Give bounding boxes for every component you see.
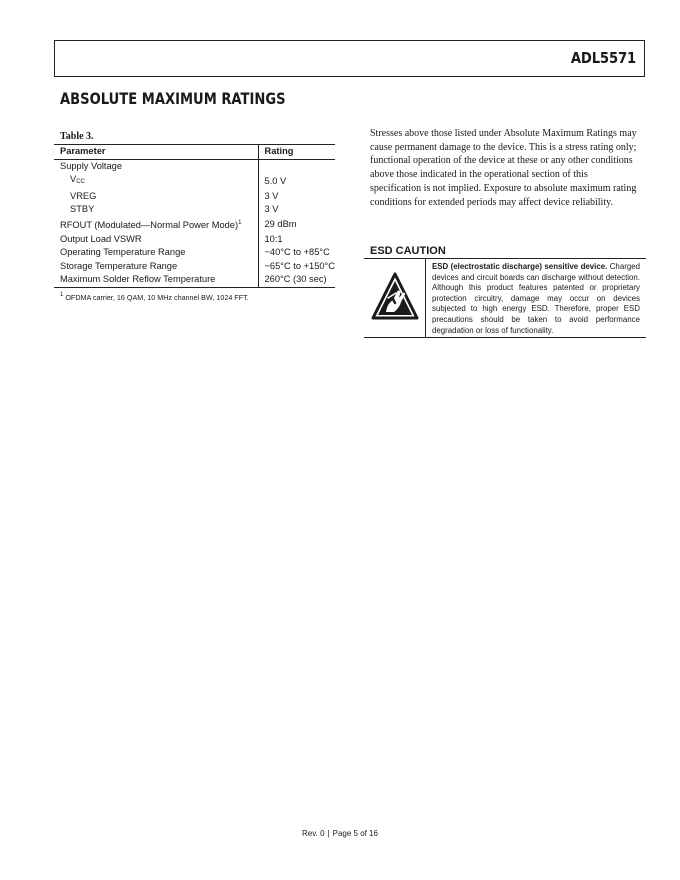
esd-body: Charged devices and circuit boards can discharge without detection. Although this product features patented or proprietary protection circuitry, damage may occur on devices subjected to high energy ESD. Therefore, proper ESD precautions should be taken to avoid performance degradation or loss of functionality.: [432, 262, 641, 335]
row-parameter: [54, 217, 258, 233]
table-footnote: [60, 292, 249, 302]
section-title: ABSOLUTE MAXIMUM RATINGS: [60, 89, 286, 108]
footer-page: Page 5 of 16: [332, 829, 378, 838]
row-rating: [258, 159, 335, 173]
page-footer: [0, 829, 680, 838]
footer-rev: Rev. 0: [302, 829, 325, 838]
header-box: [54, 40, 645, 77]
esd-heading: ESD CAUTION: [370, 245, 446, 257]
esd-warning-icon: [370, 271, 420, 323]
footnote-mark: 1: [60, 292, 64, 298]
param-vcc: V: [70, 174, 77, 185]
row-parameter: Maximum Solder Reflow Temperature: [60, 274, 216, 285]
esd-caution-box: [364, 258, 646, 338]
table-row: [54, 233, 335, 247]
table-header-row: [54, 145, 335, 160]
param-vcc-subscript: CC: [76, 179, 85, 186]
table-row: [54, 173, 335, 190]
row-parameter: Operating Temperature Range: [60, 247, 186, 258]
param-rfout: RFOUT (Modulated—Normal Power Mode): [60, 219, 239, 230]
header-parameter: Parameter: [60, 146, 106, 156]
esd-text: [432, 262, 640, 336]
table-row: [54, 190, 335, 204]
ratings-table: [54, 144, 335, 288]
header-rating: Rating: [258, 145, 335, 160]
row-parameter: Output Load VSWR: [60, 233, 142, 244]
table-row: [54, 273, 335, 287]
row-rating: 260°C (30 sec): [258, 273, 335, 287]
table-row: [54, 203, 335, 217]
row-rating: 3 V: [258, 190, 335, 204]
stress-paragraph: Stresses above those listed under Absolute Maximum Ratings may cause permanent damage to the device. This is a stress rating only; functional operation of the device at these or any other conditions above those indicated in the operational section of this specification is not implied. Exposure to absolute maximum rating conditions for extended periods may affect device reliability.: [370, 128, 637, 208]
footnote-reference: 1: [238, 219, 242, 226]
table-caption: Table 3.: [60, 131, 94, 142]
esd-lead: ESD (electrostatic discharge) sensitive device.: [432, 262, 608, 271]
row-rating: 3 V: [258, 203, 335, 217]
row-parameter: STBY: [70, 204, 95, 215]
row-parameter: [54, 173, 258, 190]
footnote-text: OFDMA carrier, 16 QAM, 10 MHz channel BW, 1024 FFT.: [63, 293, 249, 302]
footer-separator: |: [327, 829, 330, 838]
row-rating: 5.0 V: [258, 173, 335, 190]
row-rating: 29 dBm: [258, 217, 335, 233]
row-parameter: VREG: [70, 190, 97, 201]
table-row: [54, 246, 335, 260]
row-rating: −40°C to +85°C: [258, 246, 335, 260]
row-rating: −65°C to +150°C: [258, 260, 335, 274]
row-rating: 10:1: [258, 233, 335, 247]
table-row: [54, 159, 335, 173]
table-row: [54, 260, 335, 274]
part-number: ADL5571: [570, 49, 636, 67]
row-parameter: Supply Voltage: [60, 160, 123, 171]
table-row: [54, 217, 335, 233]
esd-icon-cell: [364, 259, 426, 337]
row-parameter: Storage Temperature Range: [60, 260, 178, 271]
